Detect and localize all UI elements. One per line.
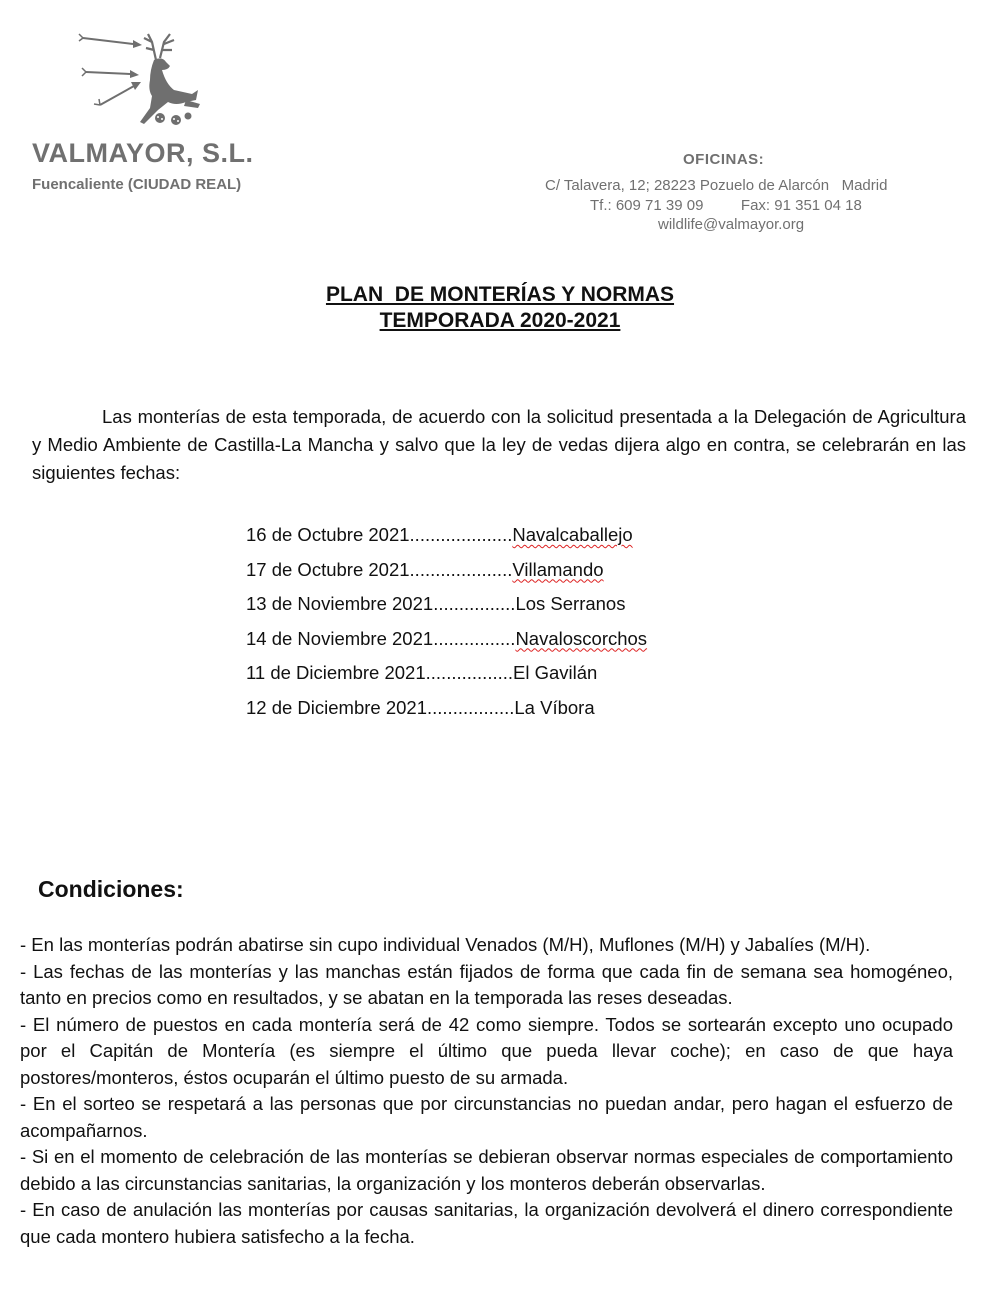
offices-block xyxy=(520,150,980,240)
schedule-date: 16 de Octubre 2021 xyxy=(246,524,410,545)
schedule-place: El Gavilán xyxy=(513,662,598,683)
schedule-dots: ................ xyxy=(433,593,516,614)
title-line-1: PLAN DE MONTERÍAS Y NORMAS xyxy=(325,283,675,306)
title-line-2: TEMPORADA 2020-2021 xyxy=(379,309,621,332)
conditions-list xyxy=(20,932,953,1250)
intro-paragraph: Las monterías de esta temporada, de acuerdo con la solicitud presentada a la Delegación de Agricultura y Medio Ambiente de Castilla-La Mancha y salvo que la ley de vedas dijera algo en contra, se celebrarán en las siguientes fechas: xyxy=(32,406,966,483)
schedule-date: 14 de Noviembre 2021 xyxy=(246,627,434,649)
schedule-row xyxy=(246,622,647,657)
schedule-row xyxy=(246,691,647,726)
schedule-row xyxy=(246,553,647,588)
company-name: VALMAYOR, S.L. xyxy=(32,138,254,168)
schedule-dots: .................... xyxy=(409,524,513,545)
schedule-row xyxy=(246,656,647,691)
condition-item: - Las fechas de las monterías y las manchas están fijados de forma que cada fin de semana sea homogéneo, tanto en precios como en resultados, y se abatan en la temporada las reses deseadas. xyxy=(20,960,953,1008)
condition-item: - Si en el momento de celebración de las monterías se debieran observar normas especiales de comportamiento debido a las circunstancias sanitarias, la organización y los monteros deberán observarlas. xyxy=(20,1146,953,1194)
schedule-place: Villamando xyxy=(512,558,604,580)
schedule-date: 17 de Octubre 2021 xyxy=(246,558,410,580)
conditions-heading: Condiciones: xyxy=(38,876,184,902)
document-title xyxy=(0,282,1000,334)
schedule-place: Navalcaballejo xyxy=(512,524,633,545)
hunt-schedule xyxy=(246,518,647,725)
schedule-dots: ................. xyxy=(425,662,514,683)
schedule-place: La Víbora xyxy=(514,696,595,718)
deer-with-arrows-logo-icon xyxy=(78,30,203,130)
condition-item: - El número de puestos en cada montería será de 42 como siempre. Todos se sortearán excepto uno ocupado por el Capitán de Montería (es siempre el último que pueda llevar coche); en caso de que haya postores/monteros, éstos ocuparán el último puesto de su armada. xyxy=(20,1013,953,1088)
company-location: Fuencaliente (CIUDAD REAL) xyxy=(32,176,242,193)
company-logo xyxy=(78,30,203,130)
schedule-place: Los Serranos xyxy=(515,593,626,614)
condition-item: - En el sorteo se respetará a las personas que por circunstancias no puedan andar, pero hagan el esfuerzo de acompañarnos. xyxy=(20,1093,953,1141)
offices-address: C/ Talavera, 12; 28223 Pozuelo de Alarcón Madrid xyxy=(545,177,888,194)
schedule-dots: ................. xyxy=(427,696,515,718)
condition-item: - En caso de anulación las monterías por causas sanitarias, la organización devolverá el dinero correspondiente que cada montero hubiera satisfecho a la fecha. xyxy=(20,1199,953,1247)
schedule-date: 13 de Noviembre 2021 xyxy=(246,593,434,614)
offices-phone-fax: Tf.: 609 71 39 09 Fax: 91 351 04 18 xyxy=(590,197,862,214)
schedule-date: 11 de Diciembre 2021 xyxy=(246,662,426,683)
schedule-dots: .................... xyxy=(409,558,513,580)
offices-email: wildlife@valmayor.org xyxy=(658,216,805,233)
condition-item: - En las monterías podrán abatirse sin cupo individual Venados (M/H), Muflones (M/H) y Jabalíes (M/H). xyxy=(20,934,871,955)
schedule-date: 12 de Diciembre 2021 xyxy=(246,696,427,718)
schedule-row xyxy=(246,518,647,553)
schedule-row xyxy=(246,587,647,622)
schedule-place: Navaloscorchos xyxy=(515,627,648,649)
schedule-dots: ................ xyxy=(433,627,516,649)
offices-title: OFICINAS: xyxy=(683,151,765,168)
